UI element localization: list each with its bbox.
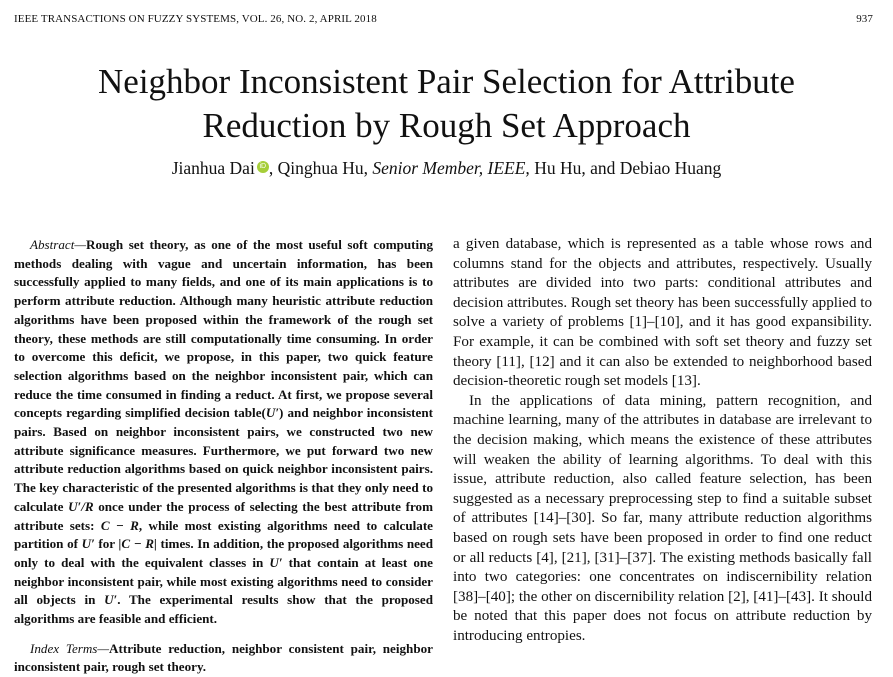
author-role: Senior Member, IEEE, (372, 158, 530, 178)
abstract-label: Abstract— (30, 237, 87, 252)
page-number: 937 (856, 13, 873, 25)
abstract-text-2: ) and neighbor inconsistent pairs. Based on neighbor inconsistent pairs, we constructed two new attribute significance measures. Furthermore, we put forward two new attribute reduction algorithms based on quick neighbor inconsistent pairs. The key characteristic of the presented algorithms is that they only need to calculate (14, 405, 433, 514)
orcid-icon[interactable]: iD (257, 161, 269, 173)
right-column (453, 235, 872, 646)
author-list (0, 158, 893, 179)
abstract-text-1: Rough set theory, as one of the most useful soft computing methods dealing with vague and uncertain information, has been successfully applied to many fields, and one of its main applications is to perform attribute reduction. Although many heuristic attribute reduction algorithms have been proposed within the framework of the rough set theory, these methods are still computationally time consuming. In order to overcome this deficit, we propose, in this paper, two quick feature selection algorithms based on the neighbor inconsistent pair, which can reduce the time consumed in finding a reduct. At first, we propose several concepts regarding simplified decision table( (14, 237, 433, 421)
math-u-prime: U′ (269, 554, 283, 570)
abstract-text-7: that contain at least one neighbor inconsistent pair, while most existing algorithms need to consider all objects in (14, 554, 433, 608)
body-paragraph-1: a given database, which is represented as a table whose rows and columns stand for the objects and attributes, respectively. Usually attributes are divided into two parts: conditional attributes and decision attributes. Rough set theory has been successfully applied to solve a variety of problems [1]–[10], and it has good expansibility. For example, it can be combined with soft set theory and fuzzy set theory [11], [12] and it can also be extended to neighborhood based decision-theoretic rough set models [13]. (453, 236, 872, 390)
abstract-text-6: times. In addition, the proposed algorithms need only to deal with the equivalent classes in (14, 536, 434, 570)
journal-name: IEEE TRANSACTIONS ON FUZZY SYSTEMS, VOL. 26, NO. 2, APRIL 2018 (14, 13, 377, 25)
author-jianhua-dai: Jianhua Dai (171, 158, 255, 178)
body-paragraph-2: In the applications of data mining, pattern recognition, and machine learning, many of the attributes in database are irrelevant to the decision making, which means the existence of these attributes will weaken the ability of learning algorithms. To deal with this issue, attribute reduction, also called feature selection, has been suggested as a necessary preprocessing step to find a suitable subset of attributes [14]–[30]. So far, many attribute reduction algorithms based on rough sets have been proposed in order to find one reduct or all reducts [4], [21], [31]–[37]. The existing methods basically fall into two categories: one concentrates on indiscernibility relation [38]–[40]; the other on discernibility relation [2], [41]–[43]. It should be noted that this paper does not focus on attribute reduction by introducing entropies. (453, 392, 872, 644)
abstract-text-5: for (94, 536, 119, 552)
math-u-prime-r: U′/R (68, 498, 94, 514)
title-line-2: Reduction by Rough Set Approach (202, 106, 691, 145)
running-header (14, 13, 873, 25)
index-terms (14, 640, 433, 677)
math-abs-c-minus-r: |C − R| (118, 536, 157, 552)
abstract-text-3: once under the process of selecting the best attribute from attribute sets: (14, 498, 433, 533)
math-u-prime: U′ (81, 536, 95, 552)
abstract-text-8: . The experimental results show that the proposed algorithms are feasible and efficient. (14, 592, 433, 627)
index-terms-label: Index Terms— (30, 640, 110, 656)
left-column (14, 236, 433, 677)
math-c-minus-r: C − R (100, 517, 139, 533)
abstract (14, 236, 433, 629)
index-terms-text: Attribute reduction, neighbor consistent pair, neighbor inconsistent pair, rough set theory. (14, 640, 433, 675)
author-rest: Hu Hu, and Debiao Huang (534, 158, 722, 178)
paper-title (0, 60, 893, 148)
author-qinghua-hu: , Qinghua Hu, (268, 158, 368, 178)
math-u-prime: U′ (104, 592, 118, 608)
math-u-prime: U′ (265, 405, 280, 421)
title-line-1: Neighbor Inconsistent Pair Selection for Attribute (98, 62, 795, 101)
abstract-text-4: , while most existing algorithms need to calculate partition of (14, 517, 433, 552)
